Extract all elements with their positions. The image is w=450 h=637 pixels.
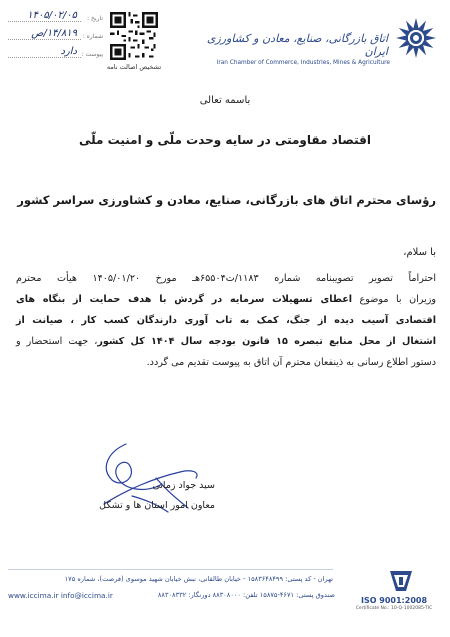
qr-caption: تشخیص اصالت نامه — [106, 63, 162, 71]
number-row — [8, 24, 103, 40]
body-line-4 — [16, 331, 436, 352]
iso-certificate-number: Certificate No.: 10-Q-1002085-TIC — [355, 606, 433, 611]
headline-slogan: اقتصاد مقاومتی در سایه وحدت ملّی و امنیت ملّی — [79, 133, 371, 147]
bismillah: باسمه تعالی — [199, 95, 251, 106]
body-line-2-bold: اعطای تسهیلات سرمایه در گردش با هدف حمایت از بنگاه های — [16, 294, 353, 305]
body-line-2 — [16, 289, 436, 310]
attachment-label: پیوست : — [81, 51, 103, 58]
date-label: تاریخ : — [87, 15, 103, 22]
letter-body — [16, 268, 436, 373]
body-line-4-bold: اشتغال از محل منابع تبصره ۱۵ قانون بودجه سال ۱۴۰۴ کل کشور — [97, 336, 436, 347]
body-line-2-start: وزیران با موضوع — [352, 294, 437, 305]
recipient-line: رؤسای محترم اتاق های بازرگانی، صنایع، معادن و کشاورزی سراسر کشور — [17, 193, 436, 207]
date-value: ۱۴۰۵/۰۲/۰۵ — [8, 10, 81, 22]
greeting: با سلام، — [403, 247, 436, 258]
chamber-name-en: Iran Chamber of Commerce, Industries, Mines & Agriculture — [216, 60, 390, 66]
number-value: ۱۴/۸۱۹/ص — [8, 28, 81, 40]
signatory-title: معاون امور استان ها و تشکل — [99, 500, 215, 511]
body-line-1: احتراماً تصویر تصویبنامه شماره ۱۱۸۳/ت۶۵۵۰۴هـ مورخ ۱۴۰۵/۰۱/۲۰ هیأت محترم — [16, 273, 436, 284]
body-line-3 — [16, 310, 436, 331]
attachment-value: دارد — [8, 46, 81, 58]
number-label: شماره : — [82, 33, 103, 40]
footer-address: تهران - کد پستی: ۱۵۸۳۶۴۸۴۹۹ - خیابان طالقانی، نبش خیابان شهید موسوی (فرصت)، شماره ۱۷۵ — [64, 575, 333, 583]
attachment-row — [8, 42, 103, 58]
footer-phones: صندوق پستی: ۴۶۷۱-۱۵۸۷۵ تلفن: ۸۸۳۰۸۰۰۰ دورنگار: ۸۸۳۰۸۳۳۲ — [157, 591, 335, 599]
date-row — [8, 6, 103, 22]
body-line-3-bold: اقتصادی آسیب دیده از جنگ، کمک به تاب آوری دارندگان کسب کار ، صیانت از — [16, 315, 436, 326]
signatory-name: سید جواد زمانی — [152, 480, 215, 491]
body-line-4-end: ، جهت استحضار و — [16, 336, 98, 347]
chamber-name-fa: اتاق بازرگانی، صنایع، معادن و کشاورزی ایران — [206, 32, 388, 58]
qr-code-icon[interactable] — [110, 12, 158, 60]
tuv-certification-icon — [388, 569, 414, 593]
body-line-5: دستور اطلاع رسانی به ذینفعان محترم آن اتاق به پیوست تقدیم می گردد. — [146, 357, 436, 368]
iso-standard: ISO 9001:2008 — [360, 596, 428, 605]
chamber-emblem-icon — [392, 14, 440, 62]
footer-divider — [8, 569, 333, 570]
footer-web-email[interactable]: www.iccima.ir info@iccima.ir — [8, 591, 113, 600]
